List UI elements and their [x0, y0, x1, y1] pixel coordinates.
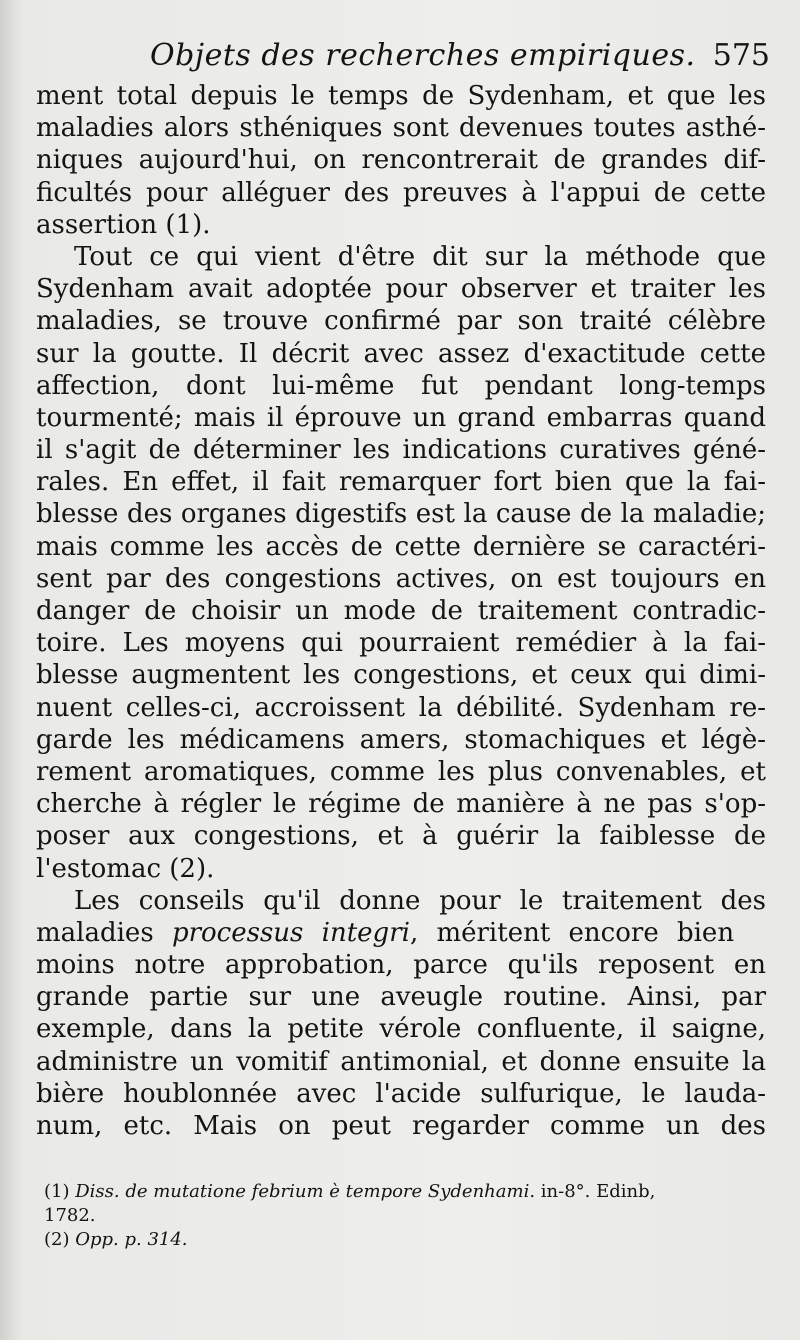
text-line: mais comme les accès de cette dernière se caractéri- — [36, 531, 766, 562]
text-line-mixed — [36, 917, 766, 949]
text-line: danger de choisir un mode de traitement contradic- — [36, 596, 766, 626]
text-line: ment total depuis le temps de Sydenham, et que les — [36, 81, 766, 111]
text-line: assertion (1). — [36, 209, 211, 240]
text-line: l'estomac (2). — [36, 853, 215, 884]
footnote-1 — [44, 1180, 764, 1204]
text-line: administre un vomitif antimonial, et donne ensuite la — [36, 1046, 766, 1077]
text-line: nuent celles-ci, accroissent la débilité. Sydenham re- — [36, 692, 766, 723]
footnote-title: Diss. de mutatione febrium è tempore Sydenhami. — [75, 1181, 536, 1202]
text-line: cherche à régler le régime de manière à ne pas s'op- — [36, 789, 766, 820]
text-line: rement aromatiques, comme les plus convenables, et — [36, 756, 766, 787]
text-segment: maladies — [36, 917, 154, 948]
text-line: exemple, dans la petite vérole confluente, il saigne, — [36, 1014, 766, 1045]
text-line: garde les médicamens amers, stomachiques et légè- — [36, 724, 766, 755]
text-line: niques aujourd'hui, on rencontrerait de grandes dif- — [36, 145, 766, 176]
page-number: 575 — [712, 38, 770, 73]
italic-phrase: processus integri — [171, 917, 410, 948]
text-line: sent par des congestions actives, on est toujours en — [36, 563, 766, 594]
text-line: Les conseils qu'il donne pour le traitement des — [74, 885, 766, 916]
text-line: affection, dont lui-même fut pendant long-temps — [36, 370, 766, 401]
text-line: sur la goutte. Il décrit avec assez d'exactitude cette — [36, 338, 766, 369]
text-line: num, etc. Mais on peut regarder comme un des — [36, 1111, 766, 1141]
text-line: ficultés pour alléguer des preuves à l'appui de cette — [36, 177, 766, 208]
footnote-2 — [44, 1228, 764, 1252]
text-line: tourmenté; mais il éprouve un grand embarras quand — [36, 402, 766, 433]
text-line: bière houblonnée avec l'acide sulfurique, le lauda- — [36, 1078, 766, 1109]
text-segment: , méritent encore bien — [409, 917, 735, 948]
text-line: maladies, se trouve confirmé par son traité célèbre — [36, 306, 766, 337]
text-line: toire. Les moyens qui pourraient remédier à la fai- — [36, 628, 766, 659]
text-line: maladies alors sthéniques sont devenues toutes asthé- — [36, 113, 766, 144]
footnote-1-year: 1782. — [44, 1205, 96, 1226]
text-line: Sydenham avait adoptée pour observer et traiter les — [36, 274, 766, 305]
footnote-marker: (2) — [44, 1229, 70, 1250]
footnote-text: Opp. p. 314. — [75, 1229, 188, 1250]
text-line: rales. En effet, il fait remarquer fort bien que la fai- — [36, 467, 766, 498]
page-header — [120, 38, 770, 78]
text-line: grande partie sur une aveugle routine. Ainsi, par — [36, 982, 766, 1013]
text-line: moins notre approbation, parce qu'ils reposent en — [36, 950, 766, 981]
footnote-text: in-8°. Edinb, — [535, 1181, 656, 1202]
text-line: blesse augmentent les congestions, et ceux qui dimi- — [36, 660, 766, 691]
text-line: Tout ce qui vient d'être dit sur la méthode que — [74, 241, 766, 272]
text-line: poser aux congestions, et à guérir la faiblesse de — [36, 821, 766, 852]
footnotes — [44, 1180, 764, 1252]
body-text — [36, 80, 766, 1142]
running-head: Objets des recherches empiriques. — [150, 38, 696, 73]
footnote-marker: (1) — [44, 1181, 70, 1202]
text-line: blesse des organes digestifs est la cause de la maladie; — [36, 499, 766, 530]
text-line: il s'agit de déterminer les indications curatives géné- — [36, 435, 766, 466]
